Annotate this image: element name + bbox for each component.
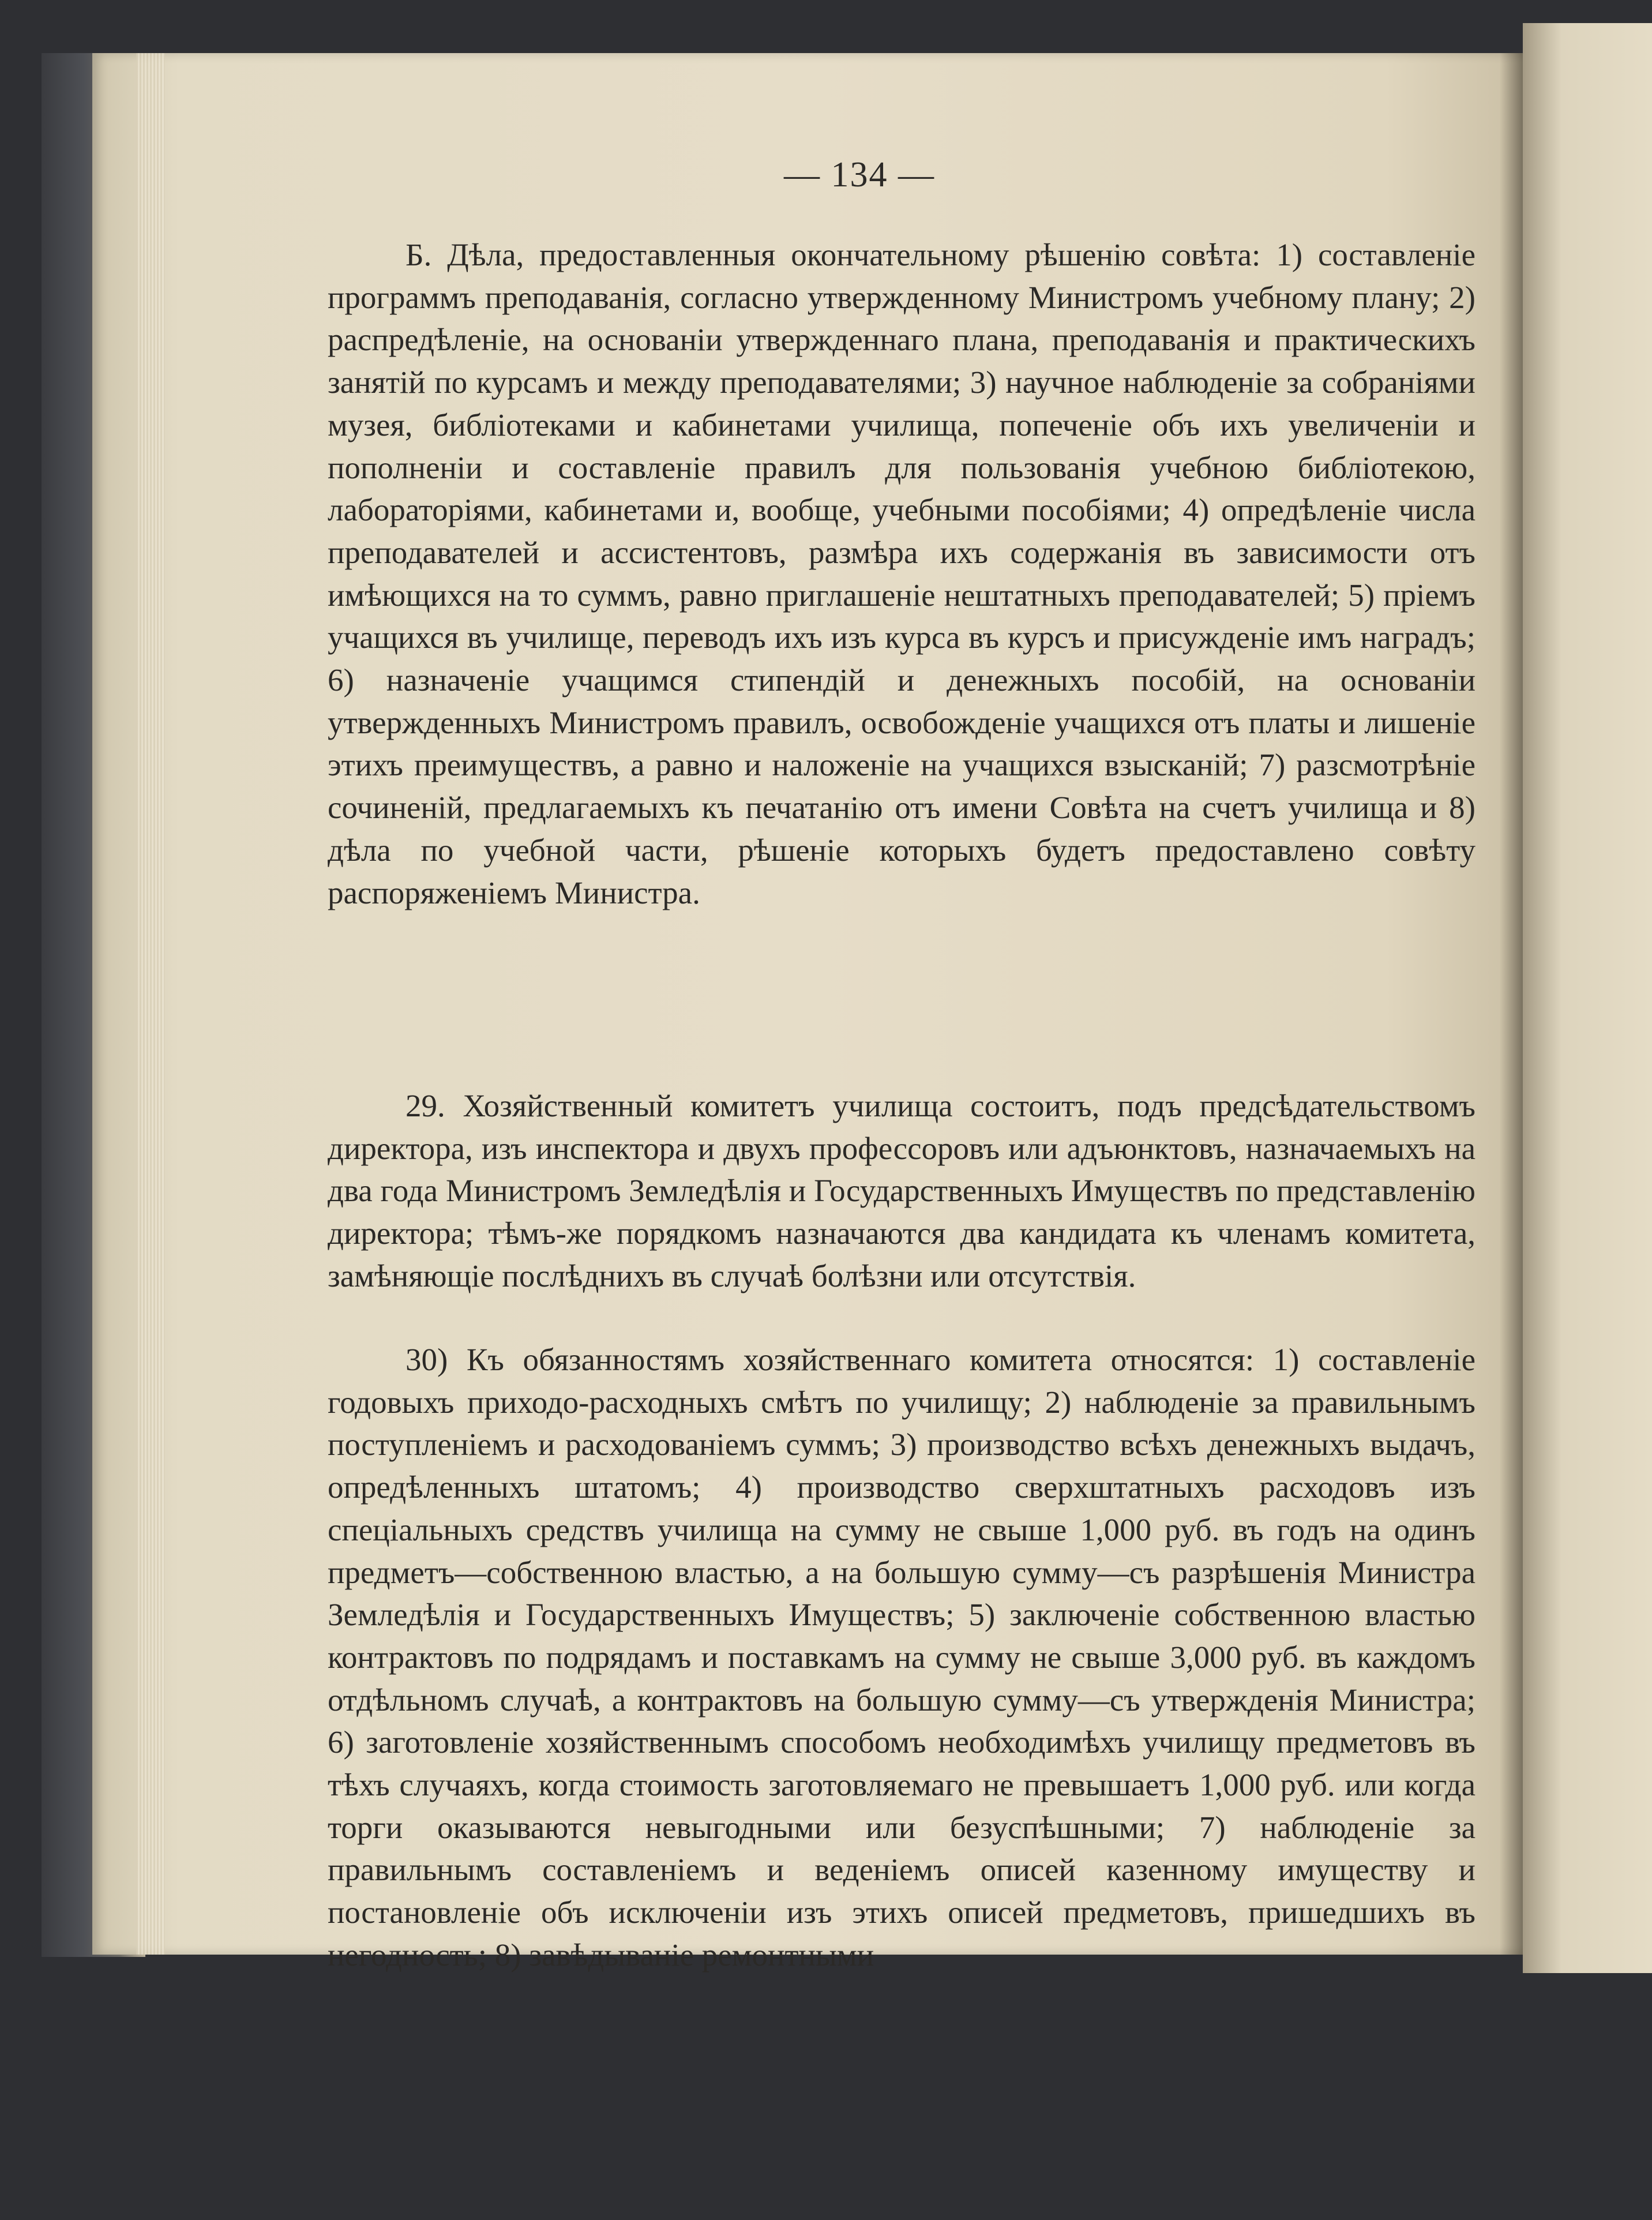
paragraph-b: Б. Дѣла, предоставленныя окончательному рѣшенію совѣта: 1) составленіе программъ преподаванія, согласно утвержденному Министромъ учебному плану; 2) распредѣленіе, на основаніи утвержденнаго плана, преподаванія и практическихъ занятій по курсамъ и между преподавателями; 3) научное наблюденіе за собраніями музея, библіотеками и кабинетами училища, попеченіе объ ихъ увеличеніи и пополненіи и составленіе правилъ для пользованія учебною библіотекою, лабораторіями, кабинетами и, вообще, учебными пособіями; 4) опредѣленіе числа преподавателей и ассистентовъ, размѣра ихъ содержанія въ зависимости отъ имѣющихся на то суммъ, равно приглашеніе нештатныхъ преподавателей; 5) пріемъ учащихся въ училище, переводъ ихъ изъ курса въ курсъ и присужденіе имъ наградъ; 6) назначеніе учащимся стипендій и денежныхъ пособій, на основаніи утвержденныхъ Министромъ правилъ, освобожденіе учащихся отъ платы и лишеніе этихъ преимуществъ, а равно и наложеніе на учащихся взысканій; 7) разсмотрѣніе сочиненій, предлагаемыхъ къ печатанію отъ имени Совѣта на счетъ училища и 8) дѣла по учебной части, рѣшеніе которыхъ будетъ предоставлено совѣту распоряженіемъ Министра. — [328, 237, 1475, 910]
right-page — [1523, 23, 1652, 1973]
page-edges — [136, 53, 165, 1955]
paragraph-30: 30) Къ обязанностямъ хозяйственнаго комитета относятся: 1) составленіе годовыхъ приходо-расходныхъ смѣтъ по училищу; 2) наблюденіе за правильнымъ поступленіемъ и расходованіемъ суммъ; 3) производство всѣхъ денежныхъ выдачъ, опредѣленныхъ штатомъ; 4) производство сверхштатныхъ расходовъ изъ спеціальныхъ средствъ училища на сумму не свыше 1,000 руб. въ годъ на одинъ предметъ—собственною властью, а на большую сумму—съ разрѣшенія Министра Земледѣлія и Государственныхъ Имуществъ; 5) заключеніе собственною властью контрактовъ по подрядамъ и поставкамъ на сумму не свыше 3,000 руб. въ каждомъ отдѣльномъ случаѣ, а контрактовъ на большую сумму—съ утвержденія Министра; 6) заготовленіе хозяйственнымъ способомъ необходимѣхъ училищу предметовъ въ тѣхъ случаяхъ, когда стоимость заготовляемаго не превышаетъ 1,000 руб. или когда торги оказываются невыгодными или безуспѣшными; 7) наблюденіе за правильнымъ составленіемъ и веденіемъ описей казенному имуществу и постановленіе объ исключеніи изъ этихъ описей предметовъ, пришедшихъ въ негодность; 8) завѣдываніе ремонтными — [328, 1342, 1475, 1972]
page-number: — 134 — — [784, 155, 935, 194]
paragraph-29: 29. Хозяйственный комитетъ училища состоитъ, подъ предсѣдательствомъ директора, изъ инспектора и двухъ профессоровъ или адъюнктовъ, назначаемыхъ на два года Министромъ Земледѣлія и Государственныхъ Имуществъ по представленію директора; тѣмъ-же порядкомъ назначаются два кандидата къ членамъ комитета, замѣняющіе послѣднихъ въ случаѣ болѣзни или отсутствія. — [328, 1088, 1475, 1293]
